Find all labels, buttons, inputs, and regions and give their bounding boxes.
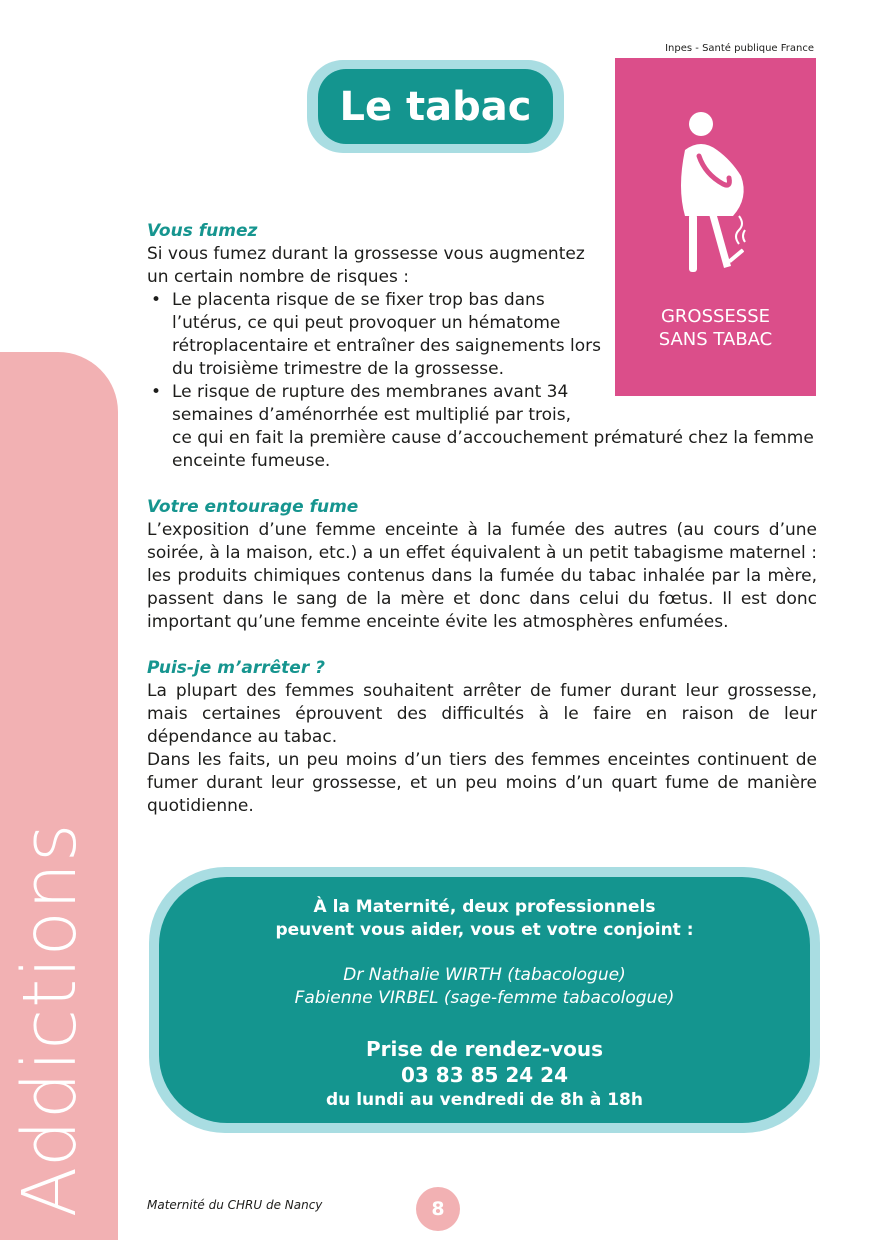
arreter-body-1: La plupart des femmes souhaitent arrêter de fumer durant leur grossesse, mais certaines éprouvent des difficultés à le faire en raison de leur dépendance au tabac. — [147, 681, 817, 747]
contact-intro-1: À la Maternité, deux professionnels — [313, 897, 656, 917]
heading-entourage: Votre entourage fume — [147, 497, 359, 517]
heading-vous-fumez: Vous fumez — [147, 221, 258, 241]
arreter-body-2: Dans les faits, un peu moins d’un tiers des femmes enceintes continuent de fumer durant leur grossesse, et un peu moins d’un quart fume de manière quotidienne. — [147, 750, 817, 816]
contact-box-inner — [159, 877, 810, 1123]
title-badge — [307, 60, 564, 153]
main-content — [147, 220, 817, 818]
footer-text: Maternité du CHRU de Nancy — [147, 1198, 323, 1212]
campaign-line1: GROSSESSE — [660, 306, 771, 327]
fumez-intro: Si vous fumez durant la grossesse vous augmentez un certain nombre de risques : — [147, 244, 585, 287]
page-number: 8 — [416, 1187, 460, 1231]
opening-hours: du lundi au vendredi de 8h à 18h — [326, 1090, 643, 1110]
contact-name-2: Fabienne VIRBEL (sage-femme tabacologue) — [294, 988, 675, 1008]
phone-number[interactable]: 03 83 85 24 24 — [400, 1063, 568, 1087]
list-item: • Le placenta risque de se fixer trop bas dans l’utérus, ce qui peut provoquer un hématome rétroplacentaire et entraîner des saignements lors du troisième trimestre de la grossesse. — [147, 289, 607, 381]
fumez-list — [147, 289, 607, 427]
contact-box — [149, 867, 820, 1133]
list-item: • Le risque de rupture des membranes avant 34 semaines d’aménorrhée est multiplié par trois, — [147, 381, 607, 427]
page-title: Le tabac — [318, 69, 553, 144]
fumez-continuation: ce qui en fait la première cause d’accouchement prématuré chez la femme enceinte fumeuse. — [172, 428, 814, 471]
image-credit: Inpes - Santé publique France — [665, 43, 814, 54]
entourage-body: L’exposition d’une femme enceinte à la fumée des autres (au cours d’une soirée, à la maison, etc.) a un effet équivalent à un petit tabagisme maternel : les produits chimiques contenus dans la fumée du tabac inhalée par la mère, passent dans le sang de la mère et donc dans celui du fœtus. Il est donc important qu’une femme enceinte évite les atmosphères enfumées. — [147, 520, 817, 632]
campaign-line2: SANS TABAC — [658, 329, 773, 350]
side-label-text: Addictions — [7, 822, 93, 1218]
appointment-label: Prise de rendez-vous — [365, 1037, 604, 1061]
heading-arreter: Puis-je m’arrêter ? — [147, 658, 325, 678]
contact-intro-2: peuvent vous aider, vous et votre conjoint : — [275, 920, 694, 940]
contact-name-1: Dr Nathalie WIRTH (tabacologue) — [343, 965, 626, 985]
